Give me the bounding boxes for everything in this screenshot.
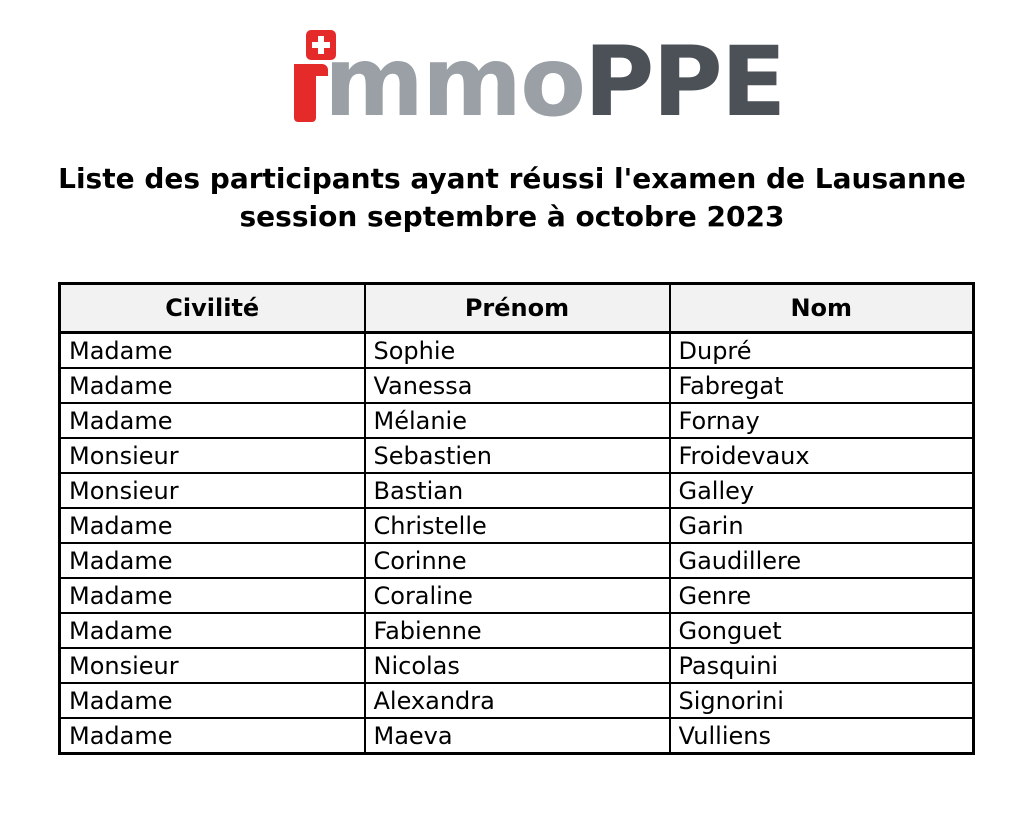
table-row bbox=[60, 333, 974, 369]
cell-civilite: Madame bbox=[60, 683, 365, 718]
cell-civilite: Madame bbox=[60, 718, 365, 754]
cell-nom: Dupré bbox=[670, 333, 974, 369]
table-row bbox=[60, 648, 974, 683]
cell-civilite: Monsieur bbox=[60, 648, 365, 683]
table-row bbox=[60, 578, 974, 613]
cell-prenom: Bastian bbox=[365, 473, 670, 508]
participants-table-container bbox=[58, 282, 972, 755]
cell-civilite: Monsieur bbox=[60, 438, 365, 473]
title-line-1: Liste des participants ayant réussi l'examen de Lausanne bbox=[58, 162, 966, 195]
logo-text-mmo: mmo bbox=[324, 26, 585, 138]
table-row bbox=[60, 473, 974, 508]
cell-civilite: Madame bbox=[60, 403, 365, 438]
cell-prenom: Alexandra bbox=[365, 683, 670, 718]
cell-nom: Garin bbox=[670, 508, 974, 543]
table-row bbox=[60, 403, 974, 438]
immoppe-logo bbox=[288, 26, 785, 138]
cell-nom: Vulliens bbox=[670, 718, 974, 754]
cell-civilite: Madame bbox=[60, 613, 365, 648]
cell-prenom: Nicolas bbox=[365, 648, 670, 683]
cell-nom: Fabregat bbox=[670, 368, 974, 403]
column-header-civilite: Civilité bbox=[60, 284, 365, 333]
cell-nom: Signorini bbox=[670, 683, 974, 718]
cell-nom: Gaudillere bbox=[670, 543, 974, 578]
cell-civilite: Madame bbox=[60, 508, 365, 543]
cell-nom: Fornay bbox=[670, 403, 974, 438]
table-header-row bbox=[60, 284, 974, 333]
cell-prenom: Christelle bbox=[365, 508, 670, 543]
table-row bbox=[60, 508, 974, 543]
cell-civilite: Madame bbox=[60, 333, 365, 369]
participants-table bbox=[58, 282, 975, 755]
cell-civilite: Monsieur bbox=[60, 473, 365, 508]
cell-nom: Galley bbox=[670, 473, 974, 508]
cell-prenom: Sophie bbox=[365, 333, 670, 369]
table-row bbox=[60, 718, 974, 754]
cell-prenom: Vanessa bbox=[365, 368, 670, 403]
cell-prenom: Mélanie bbox=[365, 403, 670, 438]
cell-nom: Pasquini bbox=[670, 648, 974, 683]
cell-nom: Gonguet bbox=[670, 613, 974, 648]
table-row bbox=[60, 613, 974, 648]
cell-prenom: Corinne bbox=[365, 543, 670, 578]
cell-prenom: Coraline bbox=[365, 578, 670, 613]
cell-civilite: Madame bbox=[60, 368, 365, 403]
logo-wordmark bbox=[324, 26, 785, 138]
table-row bbox=[60, 543, 974, 578]
cell-prenom: Sebastien bbox=[365, 438, 670, 473]
cell-civilite: Madame bbox=[60, 543, 365, 578]
table-row bbox=[60, 683, 974, 718]
cell-civilite: Madame bbox=[60, 578, 365, 613]
logo-text-ppe: PPE bbox=[584, 26, 785, 138]
cell-prenom: Maeva bbox=[365, 718, 670, 754]
column-header-prenom: Prénom bbox=[365, 284, 670, 333]
column-header-nom: Nom bbox=[670, 284, 974, 333]
page-title bbox=[0, 160, 1024, 236]
table-row bbox=[60, 368, 974, 403]
cell-nom: Genre bbox=[670, 578, 974, 613]
cell-prenom: Fabienne bbox=[365, 613, 670, 648]
title-line-2: session septembre à octobre 2023 bbox=[239, 200, 785, 233]
table-row bbox=[60, 438, 974, 473]
cell-nom: Froidevaux bbox=[670, 438, 974, 473]
